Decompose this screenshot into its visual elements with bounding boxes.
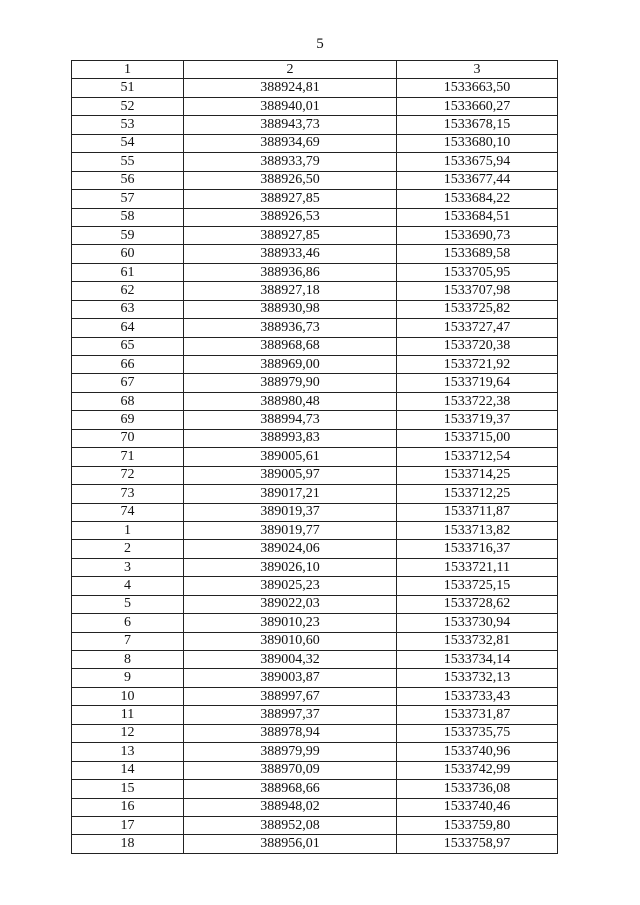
table-row bbox=[72, 595, 558, 613]
point-number-cell: 4 bbox=[72, 577, 184, 595]
x-coordinate-cell: 388926,50 bbox=[184, 171, 397, 189]
point-number-cell: 66 bbox=[72, 356, 184, 374]
coordinates-table bbox=[71, 60, 558, 854]
y-coordinate-cell: 1533684,22 bbox=[397, 190, 558, 208]
point-number-cell: 1 bbox=[72, 521, 184, 539]
x-coordinate-cell: 388978,94 bbox=[184, 724, 397, 742]
x-coordinate-cell: 388927,85 bbox=[184, 190, 397, 208]
x-coordinate-cell: 389005,61 bbox=[184, 448, 397, 466]
y-coordinate-cell: 1533705,95 bbox=[397, 263, 558, 281]
coordinates-table-body bbox=[72, 61, 558, 854]
table-row bbox=[72, 558, 558, 576]
table-row bbox=[72, 669, 558, 687]
point-number-cell: 51 bbox=[72, 79, 184, 97]
y-coordinate-cell: 1533740,46 bbox=[397, 798, 558, 816]
x-coordinate-cell: 388993,83 bbox=[184, 429, 397, 447]
point-number-cell: 62 bbox=[72, 282, 184, 300]
table-row bbox=[72, 153, 558, 171]
y-coordinate-cell: 1533742,99 bbox=[397, 761, 558, 779]
y-coordinate-cell: 1533725,15 bbox=[397, 577, 558, 595]
point-number-cell: 72 bbox=[72, 466, 184, 484]
y-coordinate-cell: 1533719,64 bbox=[397, 374, 558, 392]
column-number-1: 1 bbox=[72, 61, 184, 79]
table-row bbox=[72, 392, 558, 410]
table-row bbox=[72, 282, 558, 300]
y-coordinate-cell: 1533731,87 bbox=[397, 706, 558, 724]
point-number-cell: 64 bbox=[72, 319, 184, 337]
y-coordinate-cell: 1533730,94 bbox=[397, 614, 558, 632]
x-coordinate-cell: 389010,23 bbox=[184, 614, 397, 632]
y-coordinate-cell: 1533714,25 bbox=[397, 466, 558, 484]
y-coordinate-cell: 1533736,08 bbox=[397, 780, 558, 798]
point-number-cell: 3 bbox=[72, 558, 184, 576]
x-coordinate-cell: 389024,06 bbox=[184, 540, 397, 558]
table-row bbox=[72, 485, 558, 503]
table-row bbox=[72, 687, 558, 705]
table-row bbox=[72, 798, 558, 816]
x-coordinate-cell: 388936,73 bbox=[184, 319, 397, 337]
x-coordinate-cell: 389022,03 bbox=[184, 595, 397, 613]
table-row bbox=[72, 651, 558, 669]
y-coordinate-cell: 1533720,38 bbox=[397, 337, 558, 355]
x-coordinate-cell: 388997,67 bbox=[184, 687, 397, 705]
table-row bbox=[72, 780, 558, 798]
y-coordinate-cell: 1533716,37 bbox=[397, 540, 558, 558]
x-coordinate-cell: 388970,09 bbox=[184, 761, 397, 779]
point-number-cell: 61 bbox=[72, 263, 184, 281]
table-row bbox=[72, 614, 558, 632]
point-number-cell: 7 bbox=[72, 632, 184, 650]
y-coordinate-cell: 1533660,27 bbox=[397, 97, 558, 115]
y-coordinate-cell: 1533732,81 bbox=[397, 632, 558, 650]
table-row bbox=[72, 134, 558, 152]
table-row bbox=[72, 816, 558, 834]
x-coordinate-cell: 388968,66 bbox=[184, 780, 397, 798]
y-coordinate-cell: 1533735,75 bbox=[397, 724, 558, 742]
x-coordinate-cell: 388930,98 bbox=[184, 300, 397, 318]
y-coordinate-cell: 1533733,43 bbox=[397, 687, 558, 705]
table-row bbox=[72, 761, 558, 779]
y-coordinate-cell: 1533684,51 bbox=[397, 208, 558, 226]
table-row bbox=[72, 466, 558, 484]
point-number-cell: 12 bbox=[72, 724, 184, 742]
y-coordinate-cell: 1533734,14 bbox=[397, 651, 558, 669]
y-coordinate-cell: 1533711,87 bbox=[397, 503, 558, 521]
table-row bbox=[72, 724, 558, 742]
point-number-cell: 74 bbox=[72, 503, 184, 521]
y-coordinate-cell: 1533680,10 bbox=[397, 134, 558, 152]
table-header-row bbox=[72, 61, 558, 79]
table-row bbox=[72, 448, 558, 466]
table-row bbox=[72, 356, 558, 374]
y-coordinate-cell: 1533727,47 bbox=[397, 319, 558, 337]
point-number-cell: 67 bbox=[72, 374, 184, 392]
x-coordinate-cell: 389003,87 bbox=[184, 669, 397, 687]
table-row bbox=[72, 97, 558, 115]
table-row bbox=[72, 540, 558, 558]
table-row bbox=[72, 79, 558, 97]
point-number-cell: 60 bbox=[72, 245, 184, 263]
point-number-cell: 68 bbox=[72, 392, 184, 410]
y-coordinate-cell: 1533712,25 bbox=[397, 485, 558, 503]
point-number-cell: 63 bbox=[72, 300, 184, 318]
point-number-cell: 73 bbox=[72, 485, 184, 503]
y-coordinate-cell: 1533690,73 bbox=[397, 226, 558, 244]
x-coordinate-cell: 389019,37 bbox=[184, 503, 397, 521]
point-number-cell: 54 bbox=[72, 134, 184, 152]
y-coordinate-cell: 1533677,44 bbox=[397, 171, 558, 189]
table-row bbox=[72, 429, 558, 447]
point-number-cell: 55 bbox=[72, 153, 184, 171]
x-coordinate-cell: 388994,73 bbox=[184, 411, 397, 429]
column-number-2: 2 bbox=[184, 61, 397, 79]
y-coordinate-cell: 1533722,38 bbox=[397, 392, 558, 410]
x-coordinate-cell: 388926,53 bbox=[184, 208, 397, 226]
x-coordinate-cell: 389026,10 bbox=[184, 558, 397, 576]
x-coordinate-cell: 388927,18 bbox=[184, 282, 397, 300]
y-coordinate-cell: 1533728,62 bbox=[397, 595, 558, 613]
x-coordinate-cell: 389005,97 bbox=[184, 466, 397, 484]
y-coordinate-cell: 1533719,37 bbox=[397, 411, 558, 429]
x-coordinate-cell: 389004,32 bbox=[184, 651, 397, 669]
y-coordinate-cell: 1533732,13 bbox=[397, 669, 558, 687]
point-number-cell: 59 bbox=[72, 226, 184, 244]
point-number-cell: 11 bbox=[72, 706, 184, 724]
x-coordinate-cell: 388936,86 bbox=[184, 263, 397, 281]
table-row bbox=[72, 208, 558, 226]
x-coordinate-cell: 388940,01 bbox=[184, 97, 397, 115]
point-number-cell: 16 bbox=[72, 798, 184, 816]
x-coordinate-cell: 388933,79 bbox=[184, 153, 397, 171]
x-coordinate-cell: 388924,81 bbox=[184, 79, 397, 97]
point-number-cell: 71 bbox=[72, 448, 184, 466]
x-coordinate-cell: 388979,90 bbox=[184, 374, 397, 392]
table-row bbox=[72, 706, 558, 724]
y-coordinate-cell: 1533675,94 bbox=[397, 153, 558, 171]
y-coordinate-cell: 1533707,98 bbox=[397, 282, 558, 300]
point-number-cell: 15 bbox=[72, 780, 184, 798]
point-number-cell: 8 bbox=[72, 651, 184, 669]
point-number-cell: 65 bbox=[72, 337, 184, 355]
point-number-cell: 9 bbox=[72, 669, 184, 687]
point-number-cell: 18 bbox=[72, 835, 184, 853]
point-number-cell: 69 bbox=[72, 411, 184, 429]
table-row bbox=[72, 374, 558, 392]
x-coordinate-cell: 388956,01 bbox=[184, 835, 397, 853]
table-row bbox=[72, 503, 558, 521]
point-number-cell: 6 bbox=[72, 614, 184, 632]
y-coordinate-cell: 1533678,15 bbox=[397, 116, 558, 134]
table-row bbox=[72, 171, 558, 189]
y-coordinate-cell: 1533712,54 bbox=[397, 448, 558, 466]
x-coordinate-cell: 388948,02 bbox=[184, 798, 397, 816]
y-coordinate-cell: 1533663,50 bbox=[397, 79, 558, 97]
table-row bbox=[72, 245, 558, 263]
point-number-cell: 13 bbox=[72, 743, 184, 761]
table-row bbox=[72, 319, 558, 337]
y-coordinate-cell: 1533721,11 bbox=[397, 558, 558, 576]
point-number-cell: 57 bbox=[72, 190, 184, 208]
y-coordinate-cell: 1533758,97 bbox=[397, 835, 558, 853]
x-coordinate-cell: 388927,85 bbox=[184, 226, 397, 244]
point-number-cell: 56 bbox=[72, 171, 184, 189]
point-number-cell: 17 bbox=[72, 816, 184, 834]
y-coordinate-cell: 1533715,00 bbox=[397, 429, 558, 447]
page-number: 5 bbox=[316, 36, 324, 52]
x-coordinate-cell: 388997,37 bbox=[184, 706, 397, 724]
x-coordinate-cell: 389010,60 bbox=[184, 632, 397, 650]
point-number-cell: 53 bbox=[72, 116, 184, 134]
y-coordinate-cell: 1533713,82 bbox=[397, 521, 558, 539]
table-row bbox=[72, 577, 558, 595]
x-coordinate-cell: 388933,46 bbox=[184, 245, 397, 263]
table-row bbox=[72, 411, 558, 429]
x-coordinate-cell: 388952,08 bbox=[184, 816, 397, 834]
point-number-cell: 52 bbox=[72, 97, 184, 115]
x-coordinate-cell: 388968,68 bbox=[184, 337, 397, 355]
y-coordinate-cell: 1533725,82 bbox=[397, 300, 558, 318]
table-row bbox=[72, 190, 558, 208]
table-row bbox=[72, 521, 558, 539]
x-coordinate-cell: 388980,48 bbox=[184, 392, 397, 410]
table-row bbox=[72, 337, 558, 355]
y-coordinate-cell: 1533759,80 bbox=[397, 816, 558, 834]
x-coordinate-cell: 389017,21 bbox=[184, 485, 397, 503]
table-row bbox=[72, 835, 558, 853]
x-coordinate-cell: 388969,00 bbox=[184, 356, 397, 374]
table-row bbox=[72, 743, 558, 761]
point-number-cell: 14 bbox=[72, 761, 184, 779]
table-row bbox=[72, 632, 558, 650]
y-coordinate-cell: 1533689,58 bbox=[397, 245, 558, 263]
x-coordinate-cell: 389019,77 bbox=[184, 521, 397, 539]
table-row bbox=[72, 300, 558, 318]
x-coordinate-cell: 388943,73 bbox=[184, 116, 397, 134]
column-number-3: 3 bbox=[397, 61, 558, 79]
table-row bbox=[72, 263, 558, 281]
x-coordinate-cell: 389025,23 bbox=[184, 577, 397, 595]
y-coordinate-cell: 1533740,96 bbox=[397, 743, 558, 761]
table-row bbox=[72, 226, 558, 244]
point-number-cell: 10 bbox=[72, 687, 184, 705]
x-coordinate-cell: 388979,99 bbox=[184, 743, 397, 761]
point-number-cell: 58 bbox=[72, 208, 184, 226]
point-number-cell: 5 bbox=[72, 595, 184, 613]
y-coordinate-cell: 1533721,92 bbox=[397, 356, 558, 374]
x-coordinate-cell: 388934,69 bbox=[184, 134, 397, 152]
point-number-cell: 70 bbox=[72, 429, 184, 447]
table-row bbox=[72, 116, 558, 134]
point-number-cell: 2 bbox=[72, 540, 184, 558]
